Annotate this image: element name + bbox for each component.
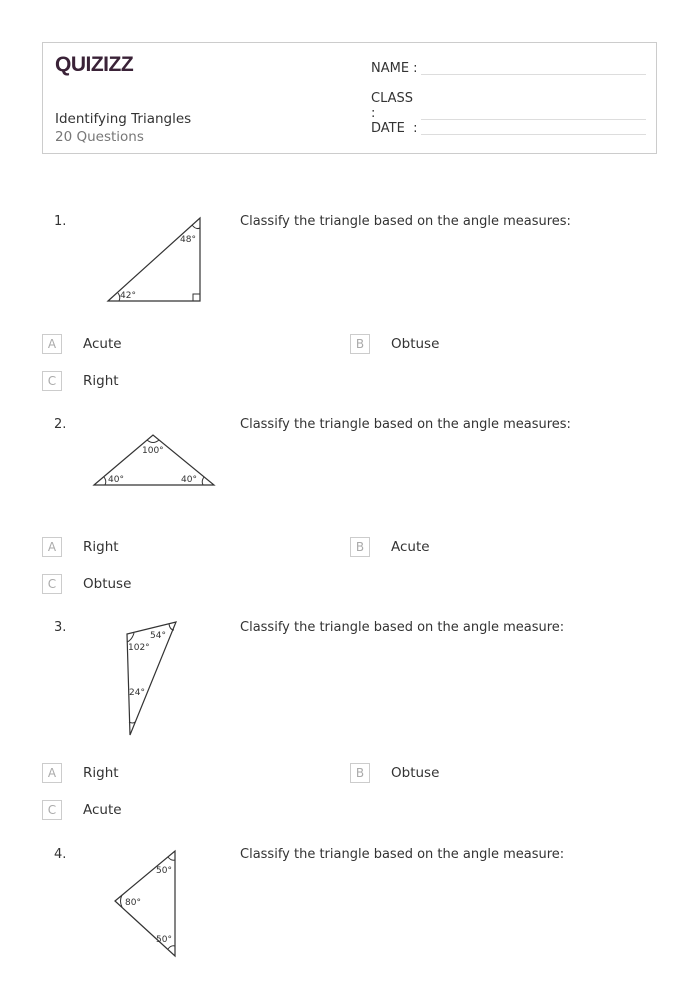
class-label: CLASS : [371,91,414,121]
acute-triangle-figure [110,848,185,963]
name-label: NAME : [371,61,418,76]
scalene-triangle-figure [120,618,185,740]
question-number: 1. [54,214,67,229]
svg-text:80°: 80° [125,898,141,908]
option-label: Acute [83,336,122,352]
class-field[interactable] [371,91,421,121]
option-label: Obtuse [83,576,132,592]
option-label: Right [83,373,119,389]
svg-text:42°: 42° [120,291,136,301]
question-number: 3. [54,620,67,635]
svg-text:100°: 100° [142,446,164,456]
svg-text:48°: 48° [180,235,196,245]
svg-text:24°: 24° [129,688,145,698]
date-field[interactable] [371,121,421,136]
svg-text:50°: 50° [156,935,172,945]
option-label: Right [83,765,119,781]
svg-text:54°: 54° [150,631,166,641]
option-label: Acute [391,539,430,555]
option-b[interactable] [350,537,430,557]
svg-text:50°: 50° [156,866,172,876]
worksheet-header [42,42,657,154]
option-c[interactable] [42,574,131,594]
svg-text:40°: 40° [108,475,124,485]
option-a[interactable] [42,537,119,557]
option-letter: A [42,763,62,783]
question-number: 4. [54,847,67,862]
obtuse-triangle-figure [90,430,220,490]
name-field[interactable] [371,61,421,76]
option-a[interactable] [42,334,122,354]
option-letter: B [350,763,370,783]
svg-text:40°: 40° [181,475,197,485]
option-c[interactable] [42,371,119,391]
option-label: Acute [83,802,122,818]
question-text: Classify the triangle based on the angle measure: [240,620,565,635]
svg-text:102°: 102° [128,643,150,653]
option-letter: C [42,800,62,820]
question-count: 20 Questions [55,129,144,145]
option-letter: B [350,537,370,557]
option-c[interactable] [42,800,122,820]
option-label: Right [83,539,119,555]
date-label: DATE : [371,121,418,136]
option-label: Obtuse [391,336,440,352]
question-text: Classify the triangle based on the angle measure: [240,847,565,862]
name-line[interactable] [421,73,646,75]
question-text: Classify the triangle based on the angle measures: [240,417,571,432]
option-letter: A [42,537,62,557]
option-label: Obtuse [391,765,440,781]
option-letter: A [42,334,62,354]
date-line[interactable] [421,133,646,135]
worksheet-title: Identifying Triangles [55,111,192,127]
option-letter: C [42,371,62,391]
option-b[interactable] [350,334,439,354]
question-number: 2. [54,417,67,432]
option-a[interactable] [42,763,119,783]
question-text: Classify the triangle based on the angle measures: [240,214,571,229]
option-b[interactable] [350,763,439,783]
right-triangle-figure [100,212,210,307]
quizizz-logo: QUIZIZZ [55,53,134,76]
option-letter: C [42,574,62,594]
class-line[interactable] [421,118,646,120]
option-letter: B [350,334,370,354]
